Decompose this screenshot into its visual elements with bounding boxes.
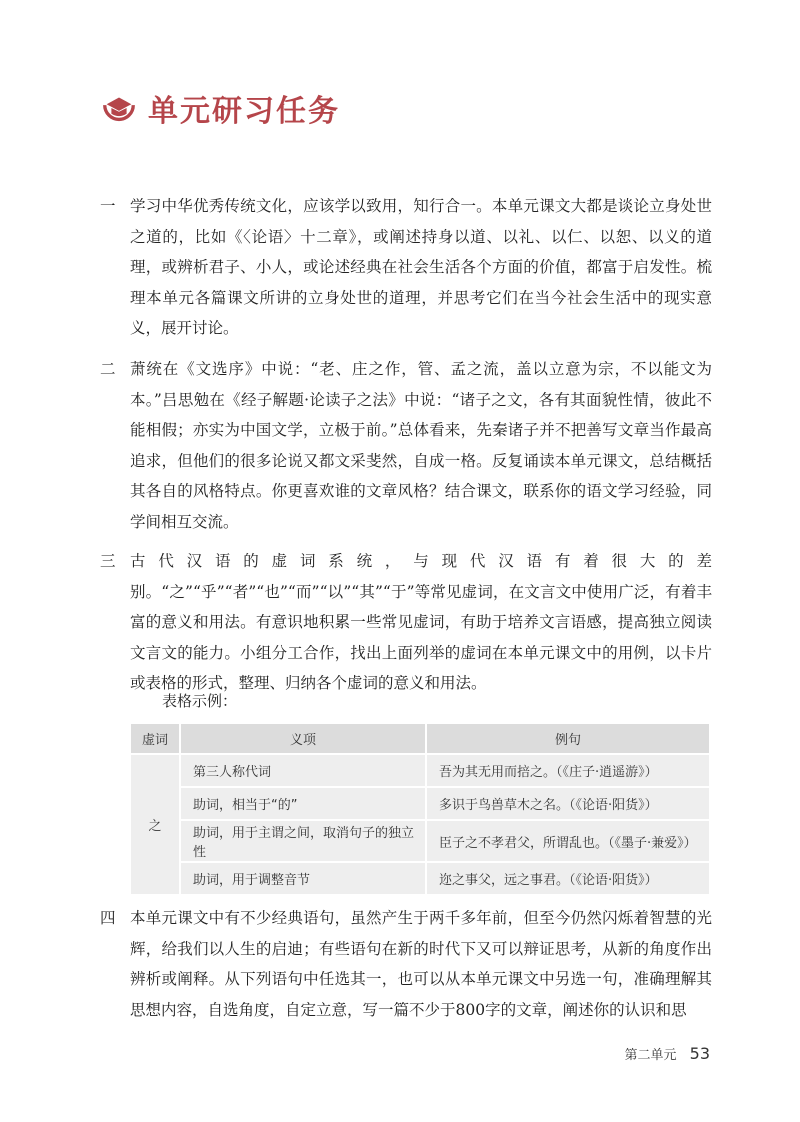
task-text: 本单元课文中有不少经典语句，虽然产生于两千多年前，但至今仍然闪烁着智慧的光辉，给我们以人生的启迪；有些语句在新的时代下又可以辩证思考，从新的角度作出辨析或阐释。从下列语句中任选其一，也可以从本单元课文中另选一句，准确理解其思想内容，自选角度，自定立意，写一篇不少于800字的文章，阐述你的认识和思 xyxy=(130,909,712,1019)
meaning-cell: 助词，用于调整音节 xyxy=(180,862,426,895)
task-text: 萧统在《文选序》中说：“老、庄之作，管、孟之流，盖以立意为宗，不以能文为本。”吕思勉在《经子解题·论读子之法》中说：“诸子之文，各有其面貌性情，彼此不能相假；亦实为中国文学，立极于前。”总体看来，先秦诸子并不把善写文章当作最高追求，但他们的很多论说又都文采斐然，自成一格。反复诵读本单元课文，总结概括其各自的风格特点。你更喜欢谁的文章风格？结合课文，联系你的语文学习经验，同学间相互交流。 xyxy=(130,360,712,531)
header-meaning: 义项 xyxy=(180,724,426,754)
unit-label: 第二单元 xyxy=(624,1048,677,1063)
example-cell: 多识于鸟兽草木之名。（《论语·阳货》） xyxy=(426,787,710,820)
graduation-cap-icon xyxy=(100,89,138,127)
header-example: 例句 xyxy=(426,724,710,754)
page-footer xyxy=(625,1044,710,1063)
table-row xyxy=(131,787,710,820)
task-number: 四 xyxy=(100,909,116,927)
table-row xyxy=(131,754,710,787)
task-number: 二 xyxy=(100,360,116,378)
table-header-row xyxy=(131,724,710,754)
example-table xyxy=(131,724,711,896)
task-number: 三 xyxy=(100,552,116,570)
header-word: 虚词 xyxy=(131,724,180,754)
task-text: 学习中华优秀传统文化，应该学以致用，知行合一。本单元课文大都是谈论立身处世之道的，比如《〈论语〉十二章》，或阐述持身以道、以礼、以仁、以恕、以义的道理，或辨析君子、小人，或论述经典在社会生活各个方面的价值，都富于启发性。梳理本单元各篇课文所讲的立身处世的道理，并思考它们在当今社会生活中的现实意义，展开讨论。 xyxy=(130,197,712,337)
page-number: 53 xyxy=(689,1044,710,1063)
section-title: 单元研习任务 xyxy=(148,94,340,129)
example-cell: 迩之事父，远之事君。（《论语·阳货》） xyxy=(426,862,710,895)
task-4 xyxy=(100,903,712,1025)
meaning-cell: 助词，相当于“的” xyxy=(180,787,426,820)
table-row xyxy=(131,862,710,895)
task-2 xyxy=(100,354,712,537)
example-cell: 臣子之不孝君父，所谓乱也。（《墨子·兼爱》） xyxy=(426,820,710,862)
task-3 xyxy=(100,546,712,699)
task-number: 一 xyxy=(100,197,116,215)
table-row xyxy=(131,820,710,862)
section-heading xyxy=(100,86,340,130)
task-1 xyxy=(100,191,712,344)
example-cell: 吾为其无用而掊之。（《庄子·逍遥游》） xyxy=(426,754,710,787)
table-caption: 表格示例： xyxy=(162,692,238,710)
word-cell: 之 xyxy=(131,754,180,895)
meaning-cell: 第三人称代词 xyxy=(180,754,426,787)
meaning-cell: 助词，用于主谓之间，取消句子的独立性 xyxy=(180,820,426,862)
task-text: 古代汉语的虚词系统，与现代汉语有着很大的差别。“之”“乎”“者”“也”“而”“以”“其”“于”等常见虚词，在文言文中使用广泛，有着丰富的意义和用法。有意识地积累一些常见虚词，有助于培养文言语感，提高独立阅读文言文的能力。小组分工合作，找出上面列举的虚词在本单元课文中的用例，以卡片或表格的形式，整理、归纳各个虚词的意义和用法。 xyxy=(130,552,712,692)
